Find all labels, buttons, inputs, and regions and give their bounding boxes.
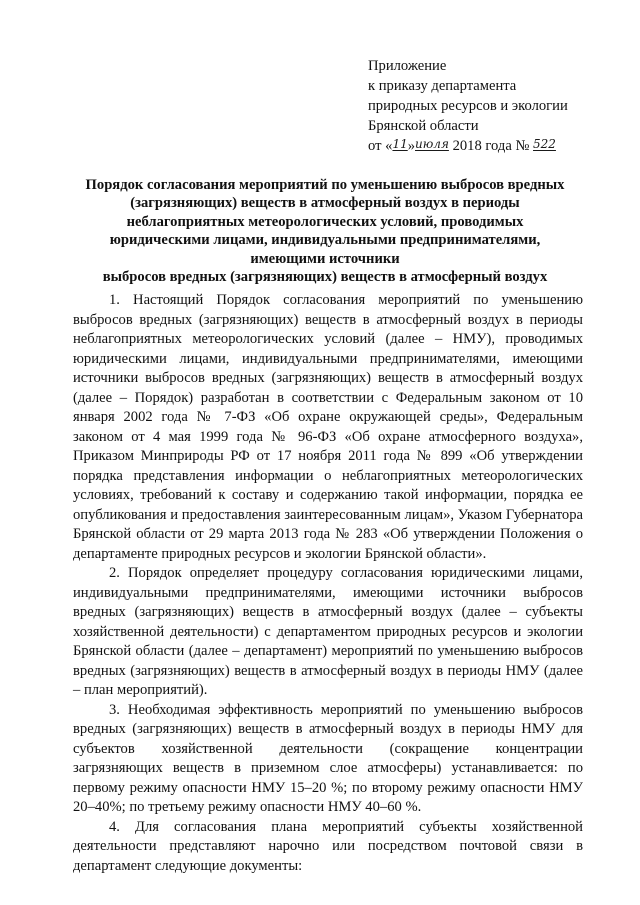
appendix-department-line: природных ресурсов и экологии xyxy=(368,98,568,114)
title-line: (загрязняющих) веществ в атмосферный воздух в периоды xyxy=(130,195,520,212)
paragraph-1: 1. Настоящий Порядок согласования мероприятий по уменьшению выбросов вредных (загрязняющих) веществ в атмосферный воздух в периоды неблагоприятных метеорологических условий (далее – НМУ), проводимых юридическими лицами, индивидуальными предпринимателями, имеющими источники выбросов вредных (загрязняющих) веществ в атмосферный воздух (далее – Порядок) разработан в соответствии с Федеральным законом от 10 января 2002 года № 7-ФЗ «Об охране окружающей среды», Федеральным законом от 4 мая 1999 года № 96-ФЗ «Об охране атмосферного воздуха», Приказом Минприроды РФ от 17 ноября 2011 года № 899 «Об утверждении порядка представления информации о неблагоприятных метеорологических условиях, требований к составу и содержанию такой информации, порядка ее опубликования и предоставления заинтересованным лицам», Указом Губернатора Брянской области от 29 марта 2013 года № 283 «Об утверждении Положения о департаменте природных ресурсов и экологии Брянской области». xyxy=(73,292,583,562)
handwritten-month: июля xyxy=(415,137,449,151)
appendix-order-line: к приказу департамента xyxy=(368,78,517,94)
paragraph-2: 2. Порядок определяет процедуру согласования юридическими лицами, индивидуальными предпринимателями, имеющими источники выбросов вредных (загрязняющих) веществ в атмосферный воздух (далее – субъекты хозяйственной деятельности) с департаментом природных ресурсов и экологии Брянской области (далее – департамент) мероприятий по уменьшению выбросов вредных (загрязняющих) веществ в атмосферный воздух в периоды НМУ (далее – план мероприятий). xyxy=(73,565,583,698)
date-year: 2018 года № xyxy=(452,138,530,154)
paragraph-4: 4. Для согласования плана мероприятий субъекты хозяйственной деятельности представляют нарочно или посредством почтовой связи в департамент следующие документы: xyxy=(73,818,583,874)
title-line: неблагоприятных метеорологических условий, проводимых xyxy=(126,213,524,230)
handwritten-day: 11 xyxy=(392,137,408,151)
title-line: имеющими источники xyxy=(250,250,400,267)
title-line: Порядок согласования мероприятий по уменьшению выбросов вредных xyxy=(85,177,565,193)
date-prefix: от « xyxy=(368,138,393,154)
document-title xyxy=(60,176,590,286)
title-line: выбросов вредных (загрязняющих) веществ в атмосферный воздух xyxy=(102,269,548,286)
title-line: юридическими лицами, индивидуальными предпринимателями, xyxy=(109,232,541,249)
document-body xyxy=(73,291,583,876)
appendix-heading: Приложение xyxy=(368,58,447,74)
appendix-date-line xyxy=(368,136,618,156)
date-day-close: » xyxy=(407,138,416,154)
appendix-block xyxy=(368,56,618,156)
handwritten-order-number: 522 xyxy=(533,137,556,151)
appendix-region-line: Брянской области xyxy=(368,118,479,134)
paragraph-3: 3. Необходимая эффективность мероприятий по уменьшению выбросов вредных (загрязняющих) веществ в атмосферный воздух в периоды НМУ для субъектов хозяйственной деятельности (сокращение концентрации загрязняющих веществ в приземном слое атмосферы) устанавливается: по первому режиму опасности НМУ 15–20 %; по второму режиму опасности НМУ 20–40%; по третьему режиму опасности НМУ 40–60 %. xyxy=(73,701,583,815)
